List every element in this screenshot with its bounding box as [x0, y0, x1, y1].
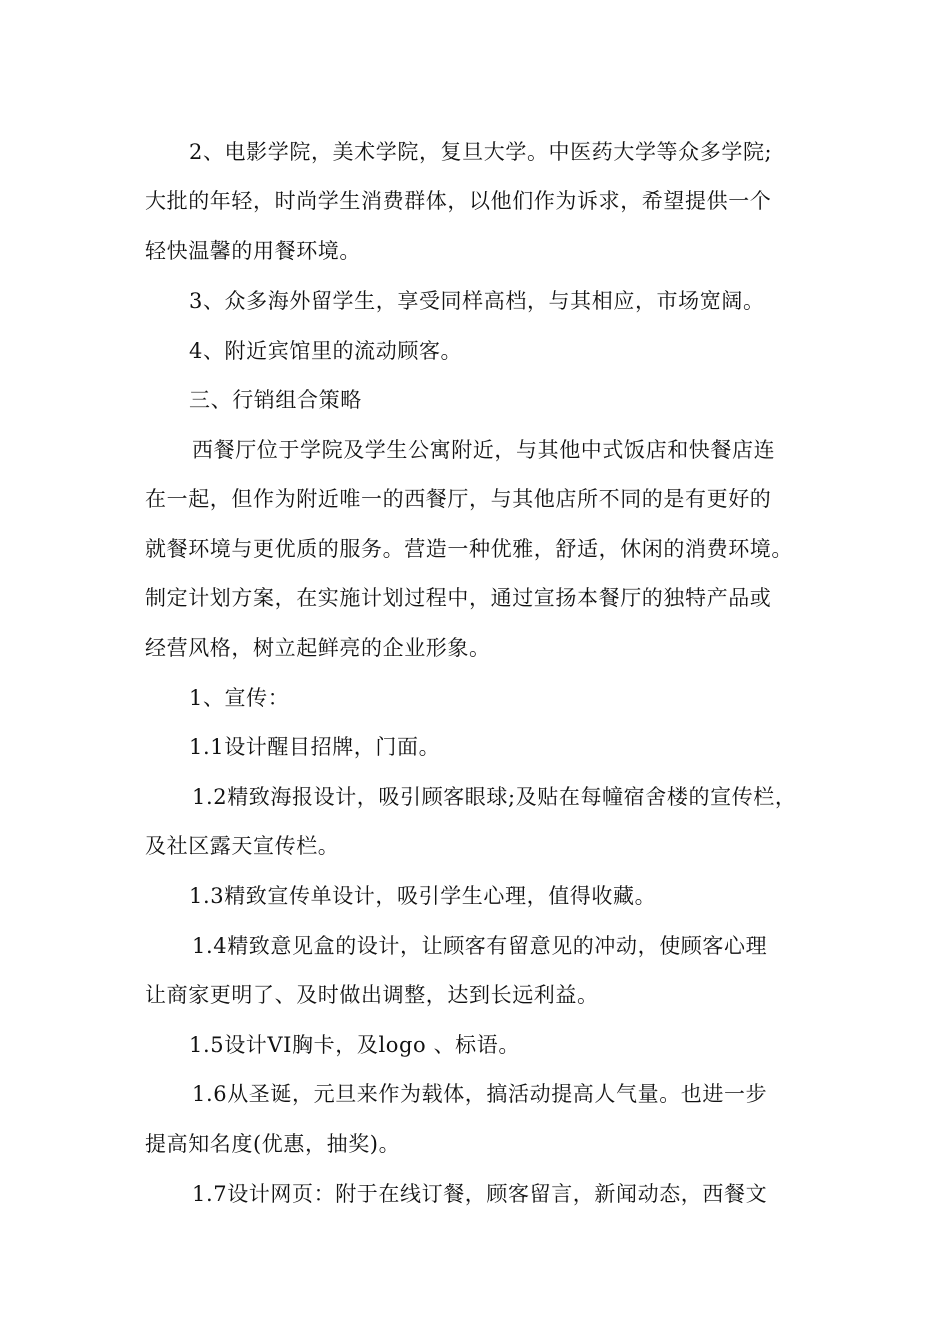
list-item: 提高知名度(优惠，抽奖)。	[145, 1132, 401, 1156]
section-heading: 三、行销组合策略	[189, 388, 362, 412]
paragraph-line: 2、电影学院，美术学院，复旦大学。中医药大学等众多学院;	[189, 140, 773, 164]
list-item: 1.4精致意见盒的设计，让顾客有留意见的冲动，使顾客心理	[192, 934, 768, 958]
list-item: 1.3精致宣传单设计，吸引学生心理，值得收藏。	[189, 884, 657, 908]
subsection-heading: 1、宣传：	[189, 686, 290, 710]
list-item: 1.7设计网页：附于在线订餐，顾客留言，新闻动态，西餐文	[192, 1182, 768, 1206]
paragraph-line: 轻快温馨的用餐环境。	[145, 239, 361, 263]
list-item: 1.1设计醒目招牌，门面。	[189, 735, 441, 759]
list-item: 及社区露天宣传栏。	[145, 834, 340, 858]
list-item: 1.5设计VI胸卡，及logo 、标语。	[189, 1033, 520, 1057]
paragraph-line: 在一起，但作为附近唯一的西餐厅，与其他店所不同的是有更好的	[145, 487, 772, 511]
paragraph-line: 制定计划方案，在实施计划过程中，通过宣扬本餐厅的独特产品或	[145, 586, 772, 610]
list-item: 让商家更明了、及时做出调整，达到长远利益。	[145, 983, 599, 1007]
paragraph-line: 西餐厅位于学院及学生公寓附近，与其他中式饭店和快餐店连	[192, 438, 776, 462]
paragraph-line: 4、附近宾馆里的流动顾客。	[189, 339, 463, 363]
paragraph-line: 就餐环境与更优质的服务。营造一种优雅，舒适，休闲的消费环境。	[145, 537, 793, 561]
paragraph-line: 3、众多海外留学生，享受同样高档，与其相应，市场宽阔。	[189, 289, 765, 313]
paragraph-line: 大批的年轻，时尚学生消费群体，以他们作为诉求，希望提供一个	[145, 189, 772, 213]
list-item: 1.2精致海报设计，吸引顾客眼球;及贴在每幢宿舍楼的宣传栏，	[192, 785, 797, 809]
paragraph-line: 经营风格，树立起鲜亮的企业形象。	[145, 636, 491, 660]
list-item: 1.6从圣诞，元旦来作为载体，搞活动提高人气量。也进一步	[192, 1082, 768, 1106]
